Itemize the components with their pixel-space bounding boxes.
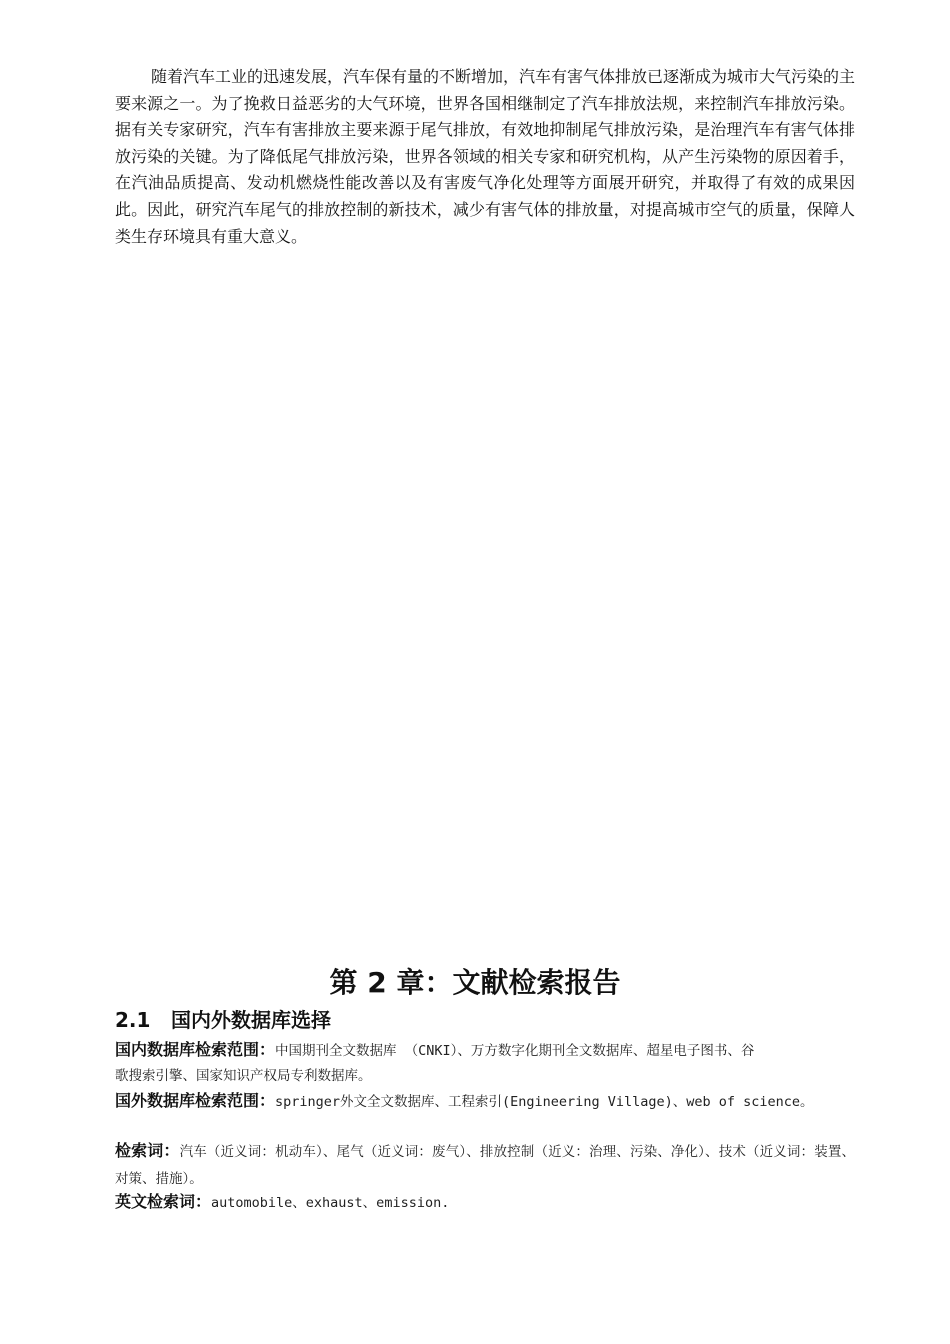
english-search-keywords [115,1190,855,1215]
foreign-database-scope [115,1089,855,1114]
intro-paragraph: 随着汽车工业的迅速发展，汽车保有量的不断增加，汽车有害气体排放已逐渐成为城市大气污染的主要来源之一。为了挽救日益恶劣的大气环境，世界各国相继制定了汽车排放法规，来控制汽车排放污染。据有关专家研究，汽车有害排放主要来源于尾气排放，有效地抑制尾气排放污染，是治理汽车有害气体排放污染的关键。为了降低尾气排放污染，世界各领域的相关专家和研究机构，从产生污染物的原因着手，在汽油品质提高、发动机燃烧性能改善以及有害废气净化处理等方面展开研究，并取得了有效的成果因此。因此，研究汽车尾气的排放控制的新技术，减少有害气体的排放量，对提高城市空气的质量，保障人类生存环境具有重大意义。 [115,67,856,246]
domestic-database-scope [115,1038,755,1088]
search-keywords [115,1138,855,1192]
foreign-database-value: springer外文全文数据库、工程索引(Engineering Village)、web of science。 [275,1094,814,1110]
section-title: 国内外数据库选择 [171,1008,331,1032]
section-number: 2.1 [115,1008,151,1032]
domestic-database-value: 中国期刊全文数据库 （CNKI）、万方数字化期刊全文数据库、超星电子图书、谷歌搜索引擎、国家知识产权局专利数据库。 [115,1043,755,1084]
search-keywords-label: 检索词： [115,1141,180,1160]
english-keywords-label: 英文检索词： [115,1192,212,1211]
section-heading [115,1005,331,1035]
foreign-database-label: 国外数据库检索范围： [115,1091,276,1110]
chapter-title: 第 2 章：文献检索报告 [329,966,621,999]
domestic-database-label: 国内数据库检索范围： [115,1040,276,1059]
search-keywords-value: 汽车（近义词：机动车）、尾气（近义词：废气）、排放控制（近义：治理、污染、净化）、技术（近义词：装置、对策、措施）。 [115,1144,855,1187]
english-keywords-value: automobile、exhaust、emission. [211,1195,450,1211]
